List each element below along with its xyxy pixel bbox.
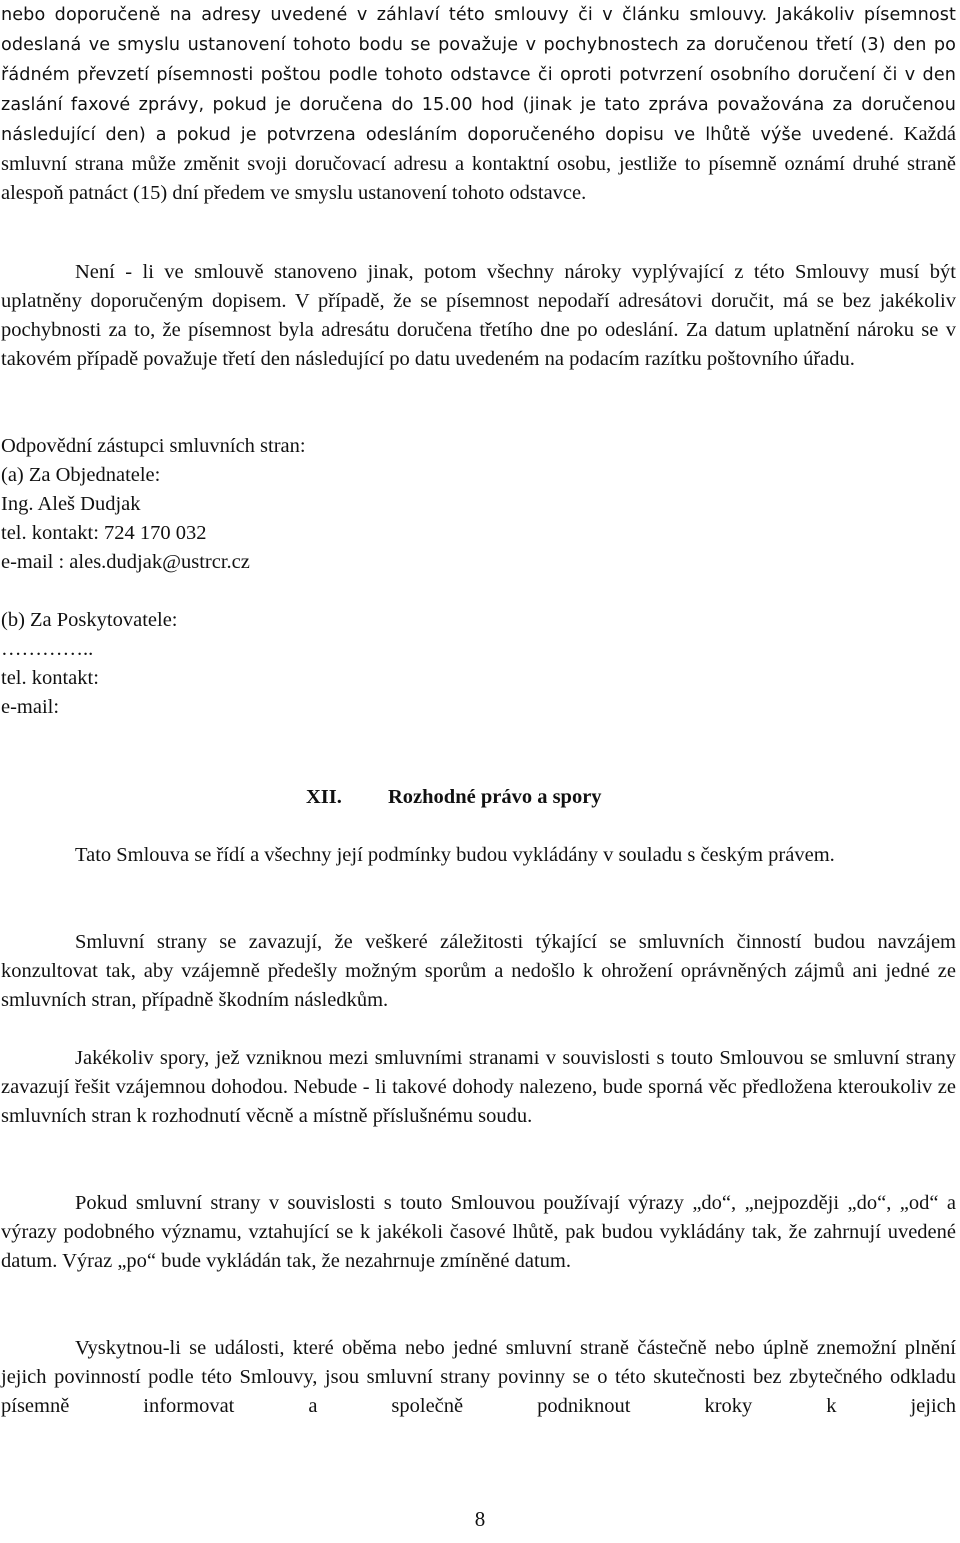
contact-b-label: (b) Za Poskytovatele: [1,609,178,631]
paragraph-governing-law: Tato Smlouva se řídí a všechny její podmínky budou vykládány v souladu s českým právem. [75,844,835,866]
contact-a-phone: tel. kontakt: 724 170 032 [1,522,207,544]
contact-b-name: ………….. [1,638,94,660]
contacts-block [1,432,956,577]
contact-a-label: (a) Za Objednatele: [1,464,161,486]
contact-a-email: e-mail : ales.dudjak@ustrcr.cz [1,551,250,573]
section-number: XII. [306,786,342,808]
paragraph-notices-part-a: nebo doporučeně na adresy uvedené v záhlaví této smlouvy či v článku smlouvy. Jakákoliv písemnost odeslaná ve smyslu ustanovení tohoto bodu se považuje v pochybnostech za doručenou třetí (3) den po řádném převzetí písemnosti poštou podle tohoto odstavce či oproti potvrzení osobního doručení či v den zaslání faxové zprávy, pokud je doručena do 15.00 hod (jinak je tato zpráva považována za doručenou následující den) a pokud je potvrzena odesláním doporučeného dopisu ve lhůtě výše uvedené. [1,5,956,145]
paragraph-notices [1,0,956,208]
contacts-block-b [1,606,956,722]
paragraph-deadlines: Pokud smluvní strany v souvislosti s touto Smlouvou používají výrazy „do“, „nejpozději „do“, „od“ a výrazy podobného významu, vztahující se k jakékoli časové lhůtě, pak budou vykládány tak, že zahrnují uvedené datum. Výraz „po“ bude vykládán tak, že nezahrnuje zmíněné datum. [1,1192,956,1272]
paragraph-force-majeure: Vyskytnou-li se události, které oběma nebo jedné smluvní straně částečně nebo úplně znemožní plnění jejich povinností podle této Smlouvy, jsou smluvní strany povinny se o této skutečnosti bez zbytečného odkladu písemně informovat a společně podniknout kroky k jejich [1,1337,956,1417]
contact-b-email: e-mail: [1,696,60,718]
paragraph-consultation: Smluvní strany se zavazují, že veškeré záležitosti týkající se smluvních činností budou navzájem konzultovat tak, aby vzájemně předešly možným sporům a nedošlo k ohrožení oprávněných zájmů ani jedné ze smluvních stran, případně škodním následkům. [1,931,956,1011]
contact-a-name: Ing. Aleš Dudjak [1,493,141,515]
section-title: Rozhodné právo a spory [388,786,602,808]
paragraph-claims: Není - li ve smlouvě stanoveno jinak, potom všechny nároky vyplývající z této Smlouvy musí být uplatněny doporučeným dopisem. V případě, že se písemnost nepodaří adresátovi doručit, má se bez jakékoliv pochybnosti za to, že písemnost byla adresátu doručena třetího dne po odeslání. Za datum uplatnění nároku se v takovém případě považuje třetí den následující po datu uvedeném na podacím razítku poštovního úřadu. [1,261,956,370]
contacts-heading: Odpovědní zástupci smluvních stran: [1,435,306,457]
contact-b-phone: tel. kontakt: [1,667,99,689]
paragraph-notices-part-b: Každá smluvní strana může změnit svoji doručovací adresu a kontaktní osobu, jestliže to písemně oznámí druhé straně alespoň patnáct (15) dní předem ve smyslu ustanovení tohoto odstavce. [1,123,957,204]
page-number: 8 [474,1507,486,1531]
paragraph-disputes: Jakékoliv spory, jež vzniknou mezi smluvními stranami v souvislosti s touto Smlouvou se smluvní strany zavazují řešit vzájemnou dohodou. Nebude - li takové dohody nalezeno, bude sporná věc předložena kteroukoliv ze smluvních stran k rozhodnutí věcně a místně příslušnému soudu. [1,1047,956,1127]
